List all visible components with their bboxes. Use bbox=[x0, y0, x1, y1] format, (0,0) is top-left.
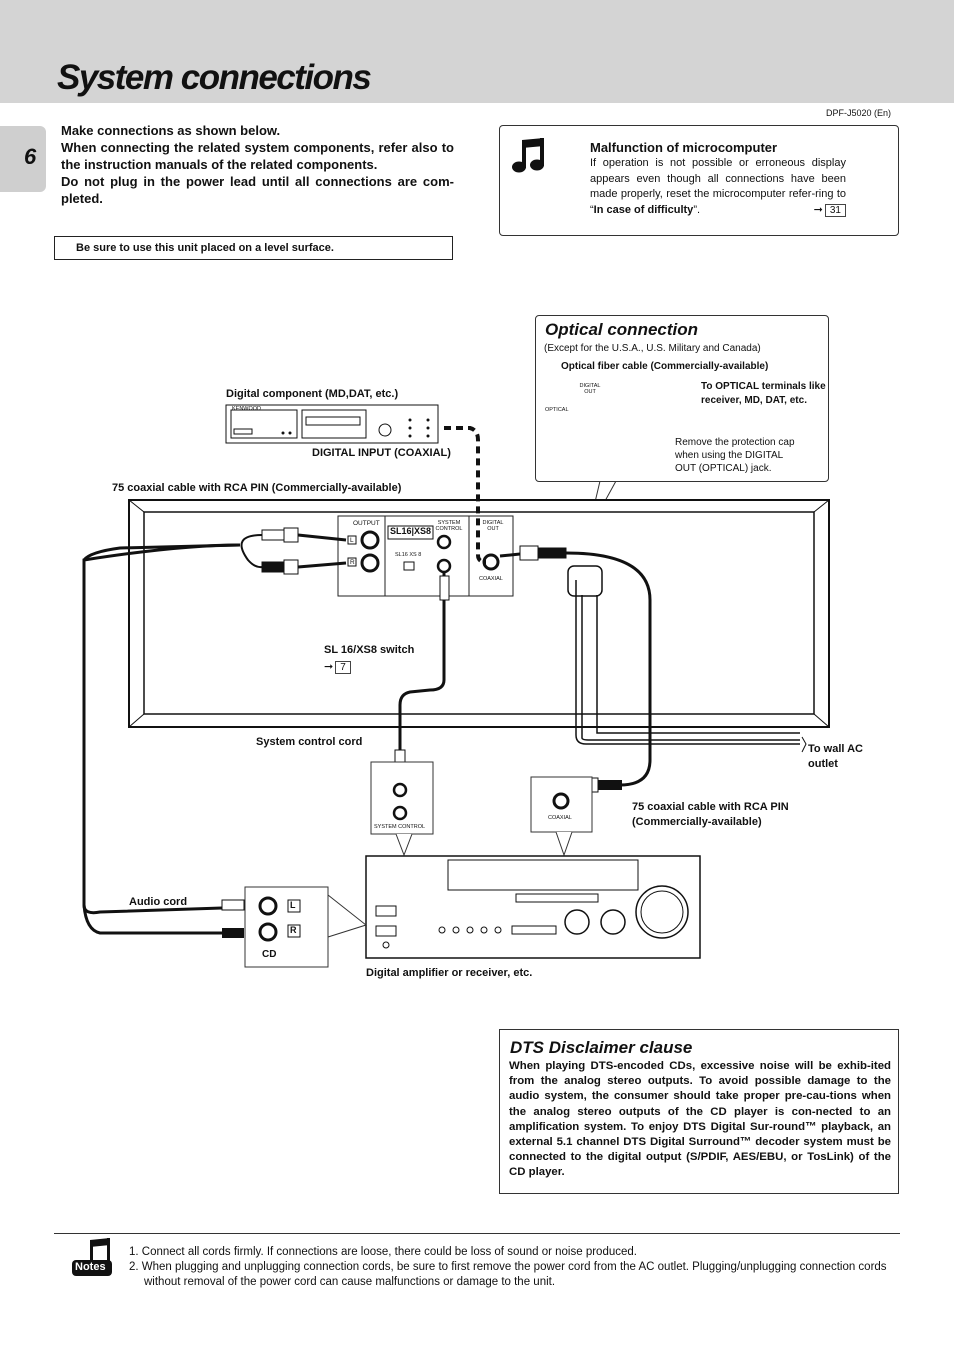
note-item-1: 1. Connect all cords firmly. If connections are loose, there could be loss of sound or noise produced. bbox=[129, 1246, 637, 1258]
panel-coaxial-label: COAXIAL bbox=[479, 576, 503, 582]
amplifier bbox=[366, 856, 700, 958]
optical-to-terminals: To OPTICAL terminals like receiver, MD, DAT, etc. bbox=[701, 381, 826, 406]
panel-sl16xs8-logo: SL16|XS8 bbox=[390, 526, 432, 536]
optical-cap-note: Remove the protection cap when using the DIGITAL OUT (OPTICAL) jack. bbox=[675, 437, 795, 474]
optical-region-note: (Except for the U.S.A., U.S. Military and Canada) bbox=[544, 343, 761, 354]
notes-label: Notes bbox=[75, 1261, 106, 1273]
coax-cable-bottom-label-2: (Commercially-available) bbox=[632, 816, 762, 828]
amp-input-box bbox=[245, 887, 328, 967]
malfunction-text: If operation is not possible or erroneous display appears even though all connections have been made properly, reset the microcomputer refer-ring to “ bbox=[590, 157, 846, 216]
optical-digital-out-label: DIGITAL OUT bbox=[579, 383, 601, 395]
coax-jack-label: COAXIAL bbox=[548, 815, 572, 821]
amp-cd-label: CD bbox=[262, 949, 277, 960]
digital-component-label: Digital component (MD,DAT, etc.) bbox=[226, 388, 399, 400]
notes-music-icon bbox=[70, 1238, 114, 1280]
output-l-jack bbox=[362, 532, 378, 548]
panel-output-label: OUTPUT bbox=[353, 520, 380, 527]
rca-plug-r bbox=[262, 562, 284, 572]
sysctl-jack-label: SYSTEM CONTROL bbox=[374, 824, 426, 830]
malfunction-title: Malfunction of microcomputer bbox=[590, 140, 778, 155]
optical-cable-label: Optical fiber cable (Commercially-available) bbox=[561, 361, 769, 372]
amp-r-label: R bbox=[290, 925, 297, 935]
optical-jack-label: OPTICAL bbox=[545, 407, 569, 413]
sl16-ref: ➞ 7 bbox=[324, 660, 351, 674]
coax-cable-bottom-label-1: 75 coaxial cable with RCA PIN bbox=[632, 801, 789, 813]
digital-input-label: DIGITAL INPUT (COAXIAL) bbox=[312, 447, 451, 459]
ref-book-icon: 31 bbox=[825, 204, 846, 217]
dts-body: When playing DTS-encoded CDs, excessive noise will be exhib-ited from the analog stereo outputs. To avoid possible damage to the audio system, the consumer should take proper pre-cau-tions when the analog stereo outputs of the CD player is con-nected to an amplification system. To enjoy DTS Digital Sur-round™ playback, an external 5.1 channel DTS Digital Surround™ decoder system must be connected to the digital output (S/PDIF, AES/EBU, or TosLink) of the CD player. bbox=[509, 1060, 891, 1179]
amp-l-label: L bbox=[290, 900, 296, 910]
sl16-switch-label: SL 16/XS8 switch bbox=[324, 644, 415, 656]
ref-book-icon: 7 bbox=[335, 661, 351, 674]
level-surface-notice: Be sure to use this unit placed on a level surface. bbox=[54, 236, 453, 260]
intro-line-1: Make connections as shown below. bbox=[61, 123, 281, 138]
amplifier-label: Digital amplifier or receiver, etc. bbox=[366, 967, 533, 979]
system-control-cord-label: System control cord bbox=[256, 736, 363, 748]
intro-line-2: When connecting the related system components, refer also to the instruction manuals of the related components. bbox=[61, 140, 454, 172]
notes-divider bbox=[54, 1233, 900, 1234]
malfunction-text-end: ”. bbox=[693, 203, 701, 216]
dts-title: DTS Disclaimer clause bbox=[510, 1038, 693, 1057]
output-r-jack bbox=[362, 555, 378, 571]
page-number: 6 bbox=[24, 144, 37, 169]
page-title: System connections bbox=[57, 58, 371, 97]
panel-digital-out-label: DIGITAL OUT bbox=[482, 520, 504, 532]
optical-title: Optical connection bbox=[545, 320, 699, 339]
intro-line-3: Do not plug in the power lead until all connections are com-pleted. bbox=[61, 174, 454, 206]
rca-plug-l bbox=[262, 530, 284, 540]
sl16-switch bbox=[404, 562, 414, 570]
note-item-2: 2. When plugging and unplugging connection cords, be sure to first remove the power cord from the AC outlet. Plugging/unplugging connection cords without removal of the power cord can cause malfunctions or damage to the unit. bbox=[129, 1261, 887, 1288]
panel-r-label: R bbox=[350, 559, 355, 566]
panel-l-label: L bbox=[350, 537, 354, 544]
difficulty-link: In case of difficulty bbox=[593, 203, 694, 216]
panel-system-control-label: SYSTEM CONTROL bbox=[435, 520, 463, 532]
to-wall-outlet-label: To wall AC outlet bbox=[808, 743, 863, 770]
kenwood-logo: KENWOOD bbox=[232, 406, 262, 412]
notes-list bbox=[129, 1245, 899, 1290]
panel-sl16xs8-small: SL16 XS 8 bbox=[395, 552, 422, 558]
coax-cable-top-label: 75 coaxial cable with RCA PIN (Commercially-available) bbox=[112, 482, 402, 494]
audio-cord-label: Audio cord bbox=[129, 896, 188, 908]
malfunction-ref: ➞ 31 bbox=[814, 203, 846, 219]
coaxial-out-jack bbox=[484, 555, 498, 569]
model-code: DPF-J5020 (En) bbox=[826, 108, 892, 118]
